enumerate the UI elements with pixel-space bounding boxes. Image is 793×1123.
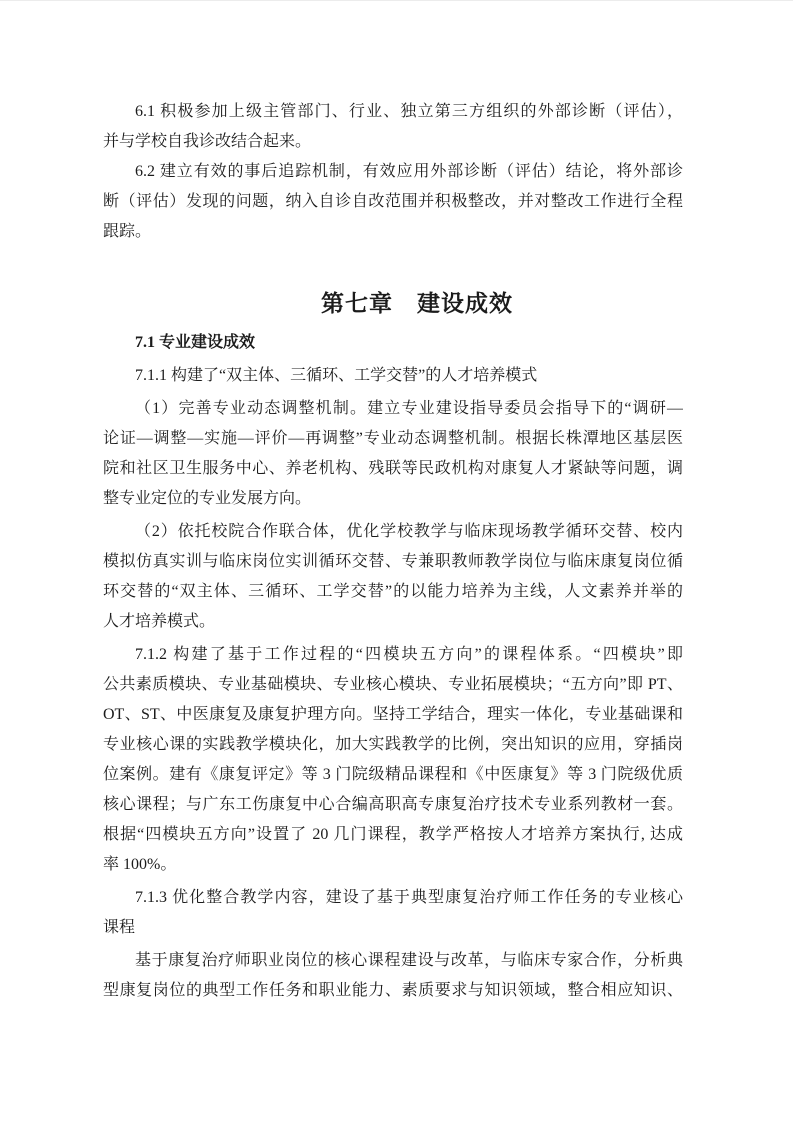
text-line: 论证—调整—实施—评价—再调整”专业动态调整机制。根据长株潭地区基层医 bbox=[103, 430, 683, 447]
text-line: 根据“四模块五方向”设置了 20 几门课程，教学严格按人才培养方案执行, 达成 bbox=[103, 826, 683, 843]
text-line: 整专业定位的专业发展方向。 bbox=[103, 490, 312, 507]
text-line: 模拟仿真实训与临床岗位实训循环交替、专兼职教师教学岗位与临床康复岗位循 bbox=[103, 553, 683, 570]
section-heading-7-1 bbox=[103, 328, 683, 358]
section-heading-7-1-1 bbox=[103, 361, 683, 391]
paragraph-school-hospital-cooperation bbox=[103, 517, 683, 637]
text-line: 6.1 积极参加上级主管部门、行业、独立第三方组织的外部诊断（评估）， bbox=[135, 103, 683, 120]
text-line: 核心课程；与广东工伤康复中心合编高职高专康复治疗技术专业系列教材一套。 bbox=[103, 796, 683, 813]
paragraph-6-2 bbox=[103, 157, 683, 247]
text-line: 并与学校自我诊改结合起来。 bbox=[103, 133, 312, 150]
text-line: 断（评估）发现的问题，纳入自诊自改范围并积极整改，并对整改工作进行全程 bbox=[103, 193, 683, 210]
paragraph-dynamic-adjustment bbox=[103, 394, 683, 514]
heading-text: 7.1 专业建设成效 bbox=[135, 334, 256, 351]
paragraph-7-1-2-curriculum-system bbox=[103, 640, 683, 880]
text-line: 人才培养模式。 bbox=[103, 613, 216, 630]
text-line: 基于康复治疗师职业岗位的核心课程建设与改革，与临床专家合作，分析典 bbox=[135, 952, 683, 969]
section-heading-7-1-3 bbox=[103, 883, 683, 943]
text-line: OT、ST、中医康复及康复护理方向。坚持工学结合，理实一体化，专业基础课和 bbox=[103, 706, 683, 723]
text-line: 跟踪。 bbox=[103, 223, 152, 240]
text-line: （2）依托校院合作联合体，优化学校教学与临床现场教学循环交替、校内 bbox=[135, 523, 683, 540]
text-line: 型康复岗位的典型工作任务和职业能力、素质要求与知识领域，整合相应知识、 bbox=[103, 982, 683, 999]
text-line: 位案例。建有《康复评定》等 3 门院级精品课程和《中医康复》等 3 门院级优质 bbox=[103, 766, 683, 783]
text-line: 率 100%。 bbox=[103, 856, 177, 873]
text-line: 6.2 建立有效的事后追踪机制，有效应用外部诊断（评估）结论，将外部诊 bbox=[135, 163, 683, 180]
text-line: （1）完善专业动态调整机制。建立专业建设指导委员会指导下的“调研— bbox=[135, 400, 683, 417]
section-7-construction-achievements bbox=[103, 328, 683, 1009]
heading-text: 7.1.3 优化整合教学内容，建设了基于典型康复治疗师工作任务的专业核心 bbox=[135, 889, 683, 906]
paragraph-core-course-reform bbox=[103, 946, 683, 1006]
text-line: 院和社区卫生服务中心、养老机构、残联等民政机构对康复人才紧缺等问题，调 bbox=[103, 460, 683, 477]
text-line: 7.1.2 构建了基于工作过程的“四模块五方向”的课程体系。“四模块”即 bbox=[135, 646, 683, 663]
heading-text: 7.1.1 构建了“双主体、三循环、工学交替”的人才培养模式 bbox=[135, 367, 538, 384]
paragraph-6-1 bbox=[103, 97, 683, 157]
chapter-heading: 第七章 建设成效 bbox=[321, 291, 513, 316]
text-line: 公共素质模块、专业基础模块、专业核心模块、专业拓展模块；“五方向”即 PT、 bbox=[103, 676, 683, 693]
text-line: 环交替的“双主体、三循环、工学交替”的以能力培养为主线，人文素养并举的 bbox=[103, 583, 683, 600]
section-6-external-diagnosis bbox=[103, 97, 683, 247]
text-line: 专业核心课的实践教学模块化，加大实践教学的比例，突出知识的应用，穿插岗 bbox=[103, 736, 683, 753]
heading-text: 课程 bbox=[103, 919, 136, 936]
